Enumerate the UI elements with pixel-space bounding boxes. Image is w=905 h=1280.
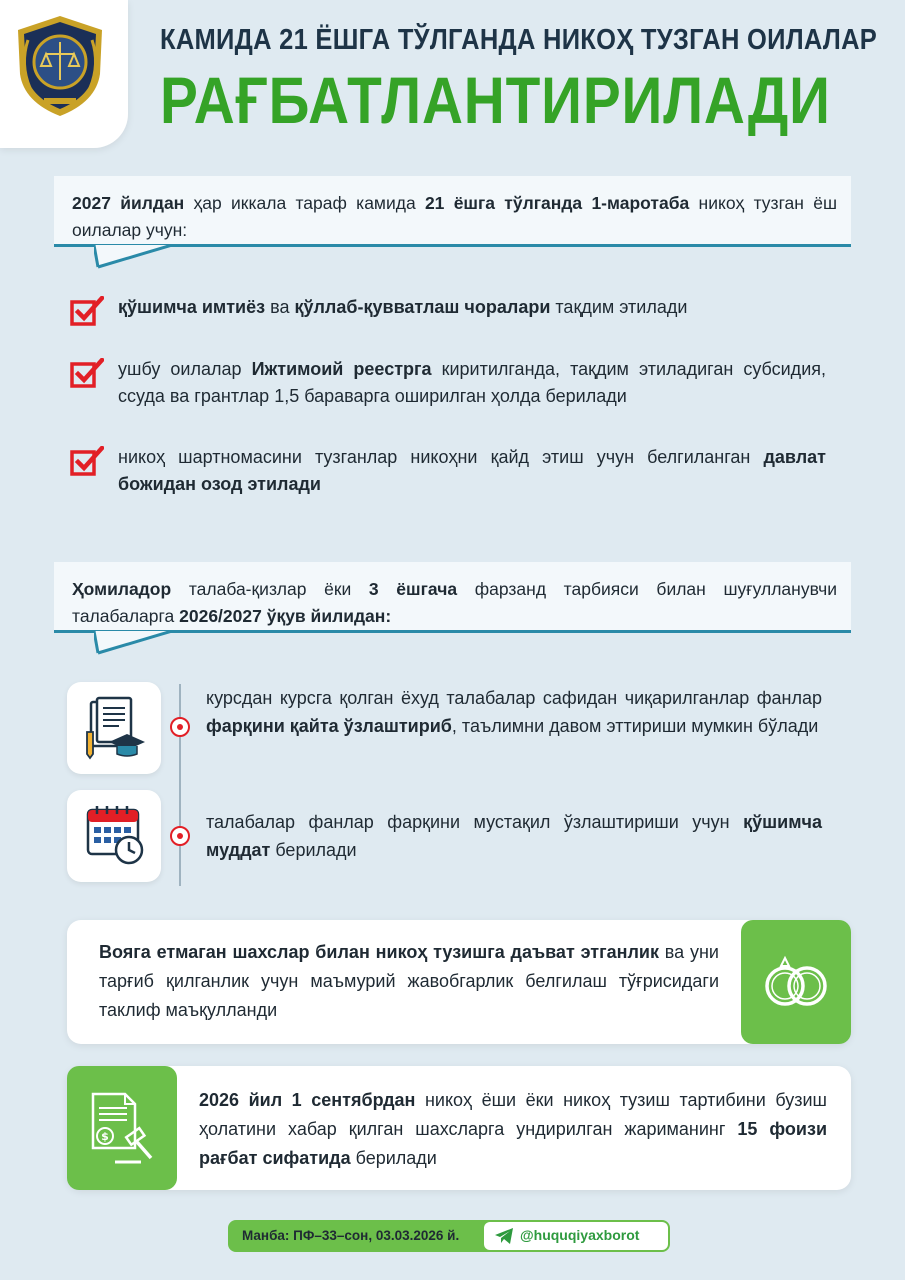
text-run: никоҳ ёши ёки никоҳ тузиш тартибини бузиш ҳолатини хабар қилган шахсларга ундирилган жариманинг bbox=[199, 1090, 827, 1139]
section2-intro-bubble bbox=[54, 562, 851, 630]
section1-intro-text bbox=[72, 190, 837, 244]
svg-text:$: $ bbox=[101, 1130, 109, 1143]
text-run: ушбу оилалар bbox=[118, 359, 252, 379]
timeline-marker-1 bbox=[170, 717, 190, 737]
text-run: курсдан курсга қолган ёхуд талабалар сафидан чиқарилганлар фанлар bbox=[206, 688, 822, 708]
text-run: никоҳ тузган ёш оилалар учун: bbox=[72, 193, 838, 240]
reward-icon-box bbox=[67, 1066, 177, 1190]
telegram-handle: @huquqiyaxborot bbox=[520, 1227, 640, 1243]
logo-card bbox=[0, 0, 128, 148]
red-checkmark-icon bbox=[70, 446, 104, 476]
document-graduation-cap-icon bbox=[83, 696, 145, 760]
title-line-1: КАМИДА 21 ЁШГА ТЎЛГАНДА НИКОҲ ТУЗГАН ОИЛАЛАР bbox=[160, 24, 878, 56]
bold-text-run: 2026 йил 1 сентябрдан bbox=[199, 1090, 416, 1110]
bold-text-run: 2026/2027 ўқув йилидан: bbox=[179, 606, 392, 626]
telegram-icon bbox=[494, 1227, 514, 1245]
source-footer bbox=[228, 1220, 670, 1252]
text-run: никоҳ шартномасини тузганлар никоҳни қайд этиш учун белгиланган bbox=[118, 447, 764, 467]
reward-card bbox=[67, 1066, 851, 1190]
bold-text-run: фарқини қайта ўзлаштириб bbox=[206, 716, 452, 736]
benefit-text-1 bbox=[118, 294, 826, 321]
benefit-item-2 bbox=[70, 356, 830, 412]
section1-bubble-tail bbox=[94, 245, 174, 269]
bold-text-run: 15 фоизи рағбат сифатида bbox=[199, 1119, 828, 1168]
calendar-icon-card bbox=[67, 790, 161, 882]
telegram-channel-link[interactable] bbox=[484, 1222, 668, 1250]
text-run: тақдим этилади bbox=[550, 297, 688, 317]
red-checkmark-icon bbox=[70, 358, 104, 388]
text-run: ва bbox=[265, 297, 295, 317]
wedding-rings-icon bbox=[761, 954, 833, 1010]
title-line-2: РАҒБАТЛАНТИРИЛАДИ bbox=[160, 63, 831, 137]
text-run: фарзанд тарбияси билан шуғулланувчи талабаларга bbox=[72, 579, 837, 626]
reward-text bbox=[199, 1086, 827, 1173]
calendar-clock-icon bbox=[85, 804, 145, 866]
student-benefit-text-1 bbox=[206, 684, 822, 740]
source-label: Манба: ПФ–33–сон, 03.03.2026 й. bbox=[242, 1228, 460, 1243]
text-run: талаба-қизлар ёки bbox=[171, 579, 369, 599]
section2-intro-text bbox=[72, 576, 837, 630]
bold-text-run: 3 ёшгача bbox=[368, 579, 458, 599]
bold-text-run: қўшимча имтиёз bbox=[118, 297, 266, 317]
text-run: берилади bbox=[270, 840, 357, 860]
text-run: киритилганда, тақдим этиладиган субсидия, ссуда ва грантлар 1,5 бараварга оширилган ҳолда берилади bbox=[118, 359, 826, 406]
bold-text-run: Вояга етмаган шахслар билан никоҳ тузишга даъват этганлик bbox=[99, 942, 659, 962]
section1-intro-bubble bbox=[54, 176, 851, 244]
proposal-card bbox=[67, 920, 851, 1044]
proposal-text bbox=[99, 938, 719, 1025]
bold-text-run: 2027 йилдан bbox=[72, 193, 185, 213]
red-checkmark-icon bbox=[70, 296, 104, 326]
proposal-icon-box bbox=[741, 920, 851, 1044]
bold-text-run: Ижтимоий реестрга bbox=[251, 359, 432, 379]
text-run: ҳар иккала тараф камида bbox=[184, 193, 425, 213]
bold-text-run: Ҳомиладор bbox=[72, 579, 172, 599]
bold-text-run: 21 ёшга тўлганда 1-маротаба bbox=[424, 193, 690, 213]
document-gavel-icon bbox=[89, 1092, 159, 1166]
benefit-item-3 bbox=[70, 444, 830, 500]
text-run: берилади bbox=[350, 1148, 437, 1168]
benefit-text-3 bbox=[118, 444, 826, 498]
section2-bubble-tail bbox=[94, 631, 174, 655]
timeline-marker-2 bbox=[170, 826, 190, 846]
text-run: , таълимни давом эттириши мумкин бўлади bbox=[451, 716, 819, 736]
bold-text-run: қўллаб-қувватлаш чоралари bbox=[294, 297, 551, 317]
text-run: талабалар фанлар фарқини мустақил ўзлаштириши учун bbox=[206, 812, 744, 832]
benefit-item-1 bbox=[70, 294, 830, 324]
bold-text-run: қўшимча муддат bbox=[206, 812, 822, 860]
bold-text-run: давлат божидан озод этилади bbox=[118, 447, 826, 494]
student-benefit-text-2 bbox=[206, 808, 822, 864]
student-icon-card bbox=[67, 682, 161, 774]
benefit-text-2 bbox=[118, 356, 826, 410]
timeline-line bbox=[179, 684, 181, 886]
text-run: ва уни тарғиб қилганлик учун маъмурий жавобгарлик белгилаш тўғрисидаги таклиф маъқулланди bbox=[99, 942, 719, 1020]
ministry-emblem-icon bbox=[14, 14, 106, 118]
